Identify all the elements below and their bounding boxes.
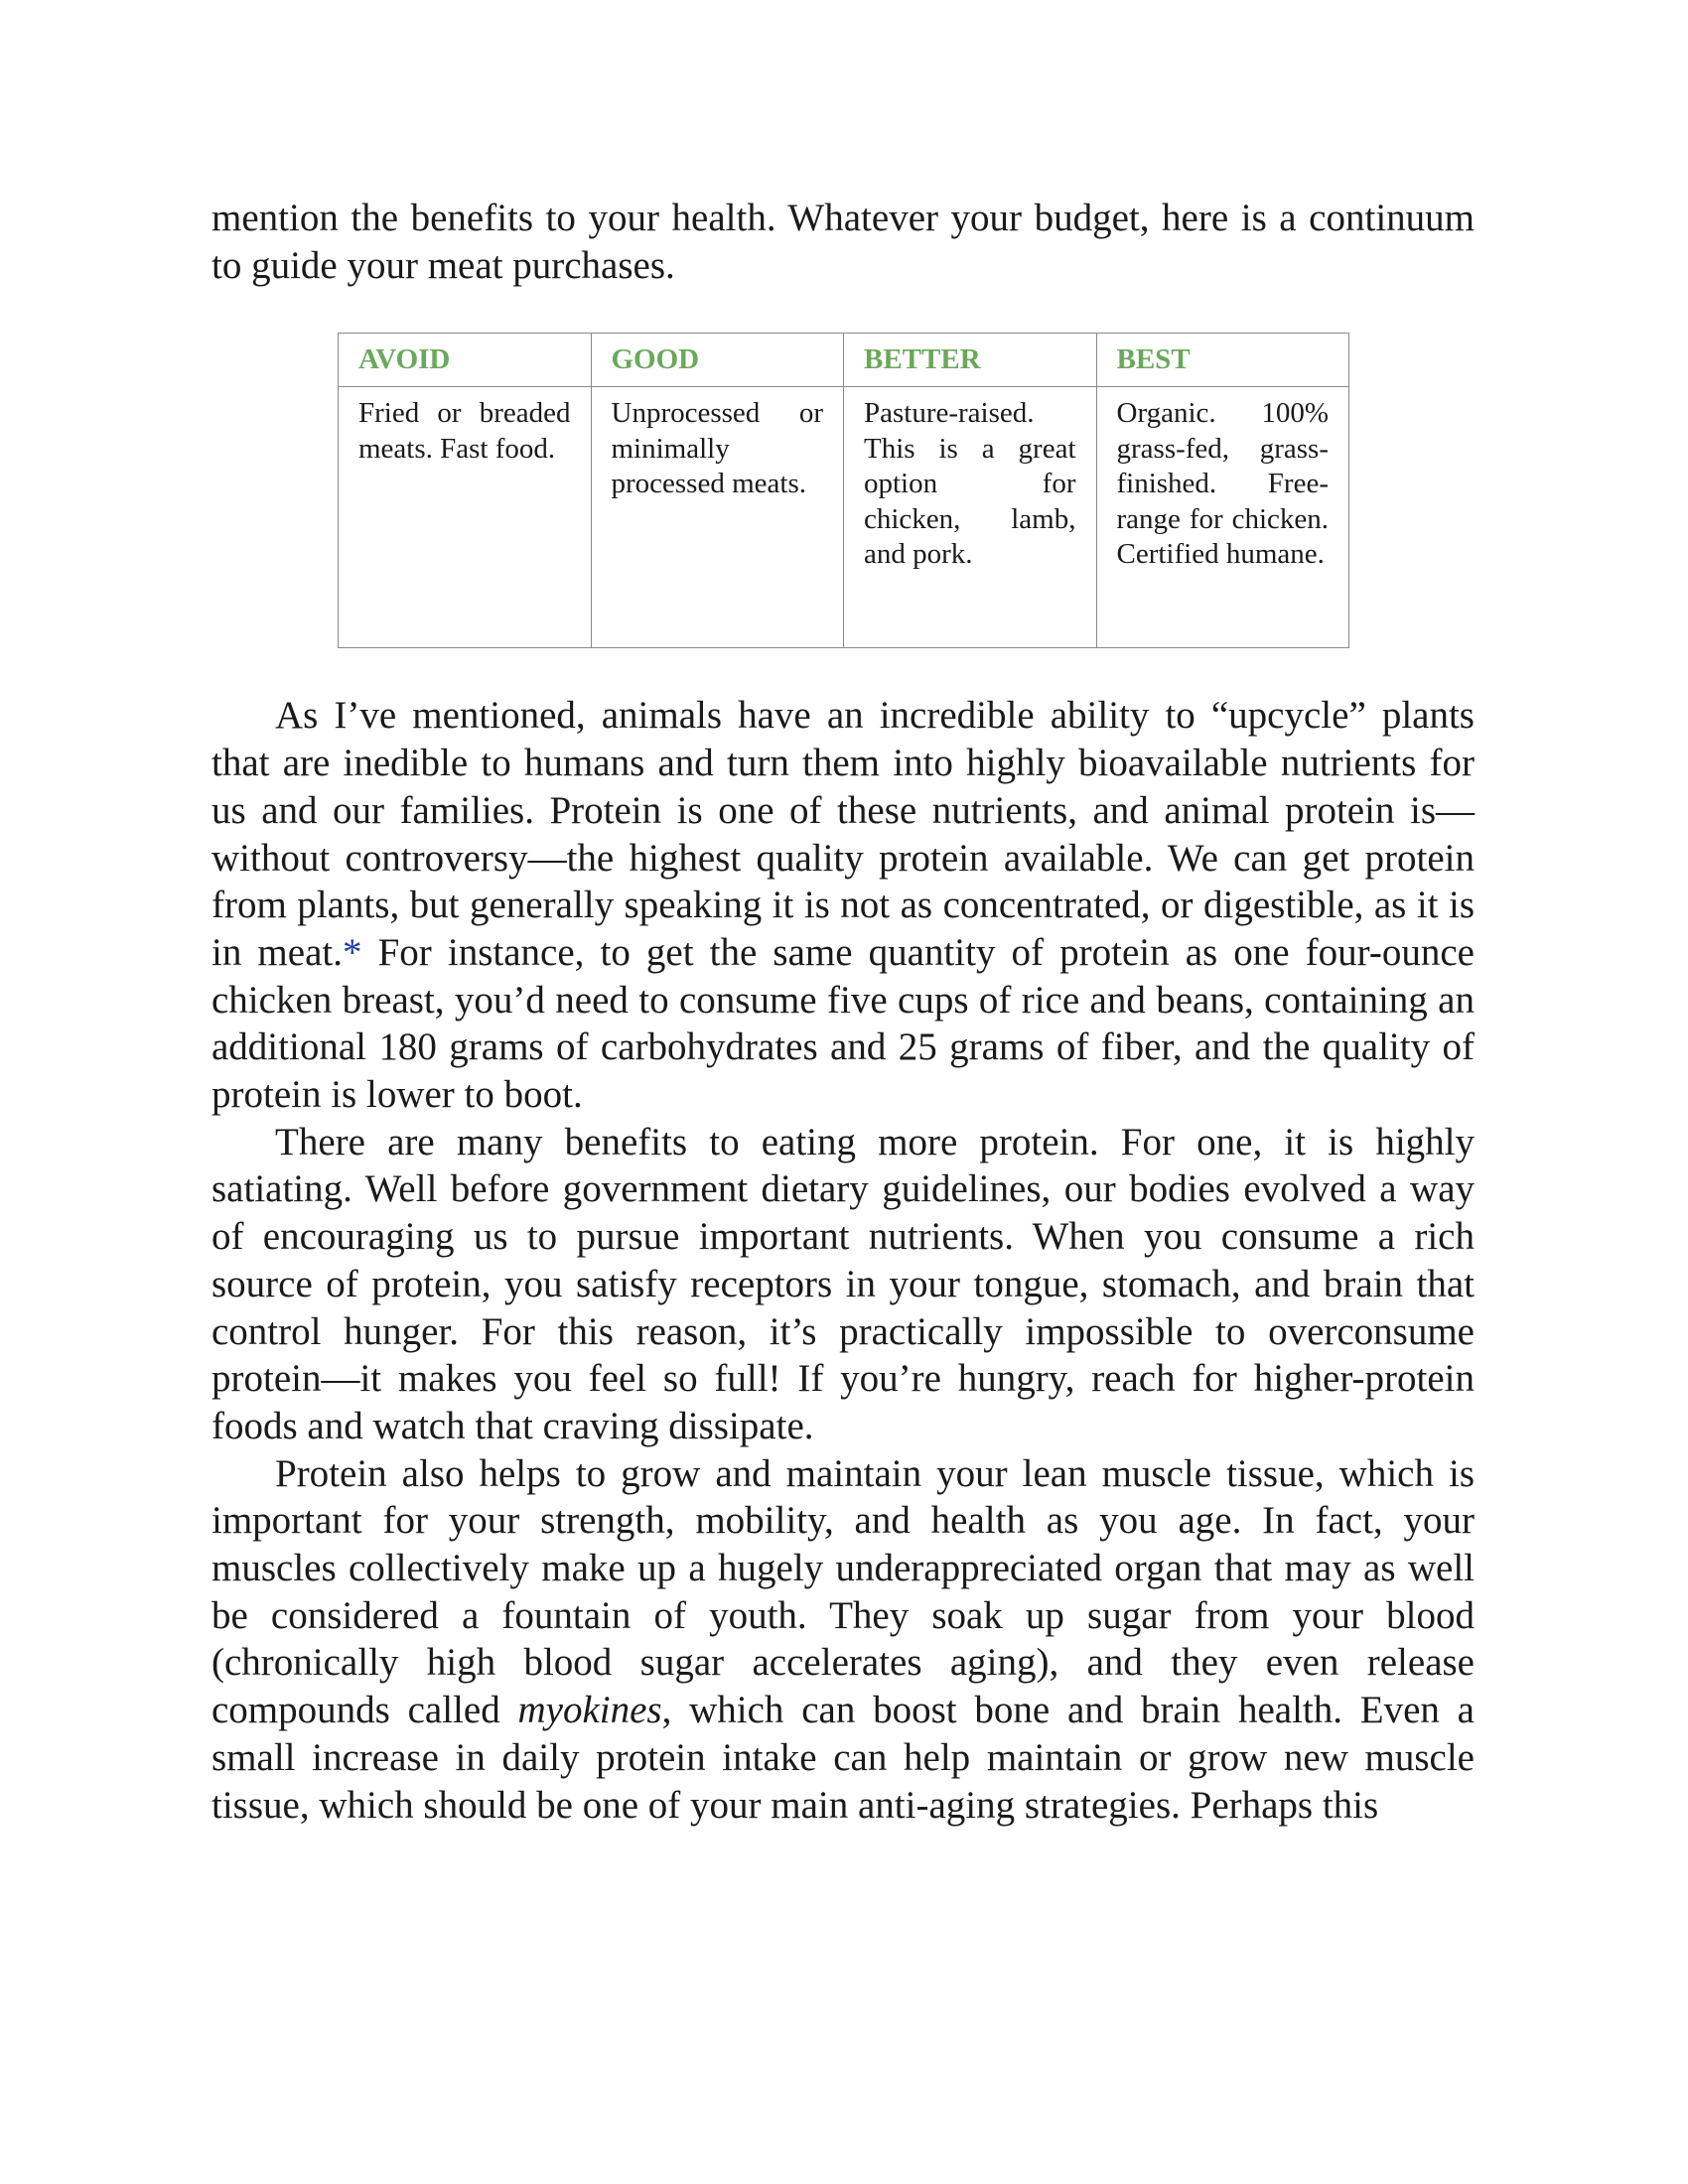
paragraph-muscle-text-a: Protein also helps to grow and maintain your lean muscle tissue, which is important for your strength, mobility, and health as you age. In fact, your muscles collectively make up a hugely underappreciated organ that may as well be considered a fountain of youth. They soak up sugar from your blood (chronically high blood sugar accelerates aging), and they even release compounds called bbox=[211, 1451, 1475, 1732]
paragraph-muscle-text-b: , which can boost bone and brain health. Even a small increase in daily protein intake can help maintain or grow new muscle tissue, which should be one of your main anti-aging strategies. Perhaps this bbox=[211, 1689, 1475, 1827]
cell-better: Pasture-raised. This is a great option for chicken, lamb, and pork. bbox=[844, 387, 1097, 648]
meat-continuum-table bbox=[338, 333, 1349, 648]
paragraph-upcycle bbox=[211, 692, 1475, 1118]
table-row bbox=[339, 387, 1349, 648]
cell-best: Organic. 100% grass-fed, grass-finished. Free-range for chicken. Certified humane. bbox=[1096, 387, 1349, 648]
header-good: GOOD bbox=[591, 334, 844, 387]
paragraph-muscle bbox=[211, 1450, 1475, 1830]
header-avoid: AVOID bbox=[339, 334, 592, 387]
paragraph-upcycle-text-b: For instance, to get the same quantity of protein as one four-ounce chicken breast, you’d need to consume five cups of rice and beans, containing an additional 180 grams of carbohydrates and 25 grams of fiber, and the quality of protein is lower to boot. bbox=[211, 930, 1475, 1117]
cell-good: Unprocessed or minimally processed meats. bbox=[591, 387, 844, 648]
cell-avoid: Fried or breaded meats. Fast food. bbox=[339, 387, 592, 648]
paragraph-satiating: There are many benefits to eating more protein. For one, it is highly satiating. Well before government dietary guidelines, our bodies evolved a way of encouraging us to pursue important nutrients. When you consume a rich source of protein, you satisfy receptors in your tongue, stomach, and brain that control hunger. For this reason, it’s practically impossible to overconsume protein—it makes you feel so full! If you’re hungry, reach for higher-protein foods and watch that craving dissipate. bbox=[211, 1120, 1475, 1447]
page-content bbox=[211, 195, 1475, 1829]
paragraph-upcycle-text-a: As I’ve mentioned, animals have an incredible ability to “upcycle” plants that are inedible to humans and turn them into highly bioavailable nutrients for us and our families. Protein is one of these nutrients, and animal protein is—without controversy—the highest quality protein available. We can get protein from plants, but generally speaking it is not as concentrated, or digestible, as it is in meat. bbox=[211, 694, 1475, 974]
table-header-row bbox=[339, 334, 1349, 387]
intro-paragraph: mention the benefits to your health. Whatever your budget, here is a continuum to guide your meat purchases. bbox=[211, 197, 1475, 287]
myokines-term: myokines bbox=[517, 1689, 662, 1732]
header-better: BETTER bbox=[844, 334, 1097, 387]
footnote-link[interactable]: * bbox=[342, 930, 362, 974]
header-best: BEST bbox=[1096, 334, 1349, 387]
